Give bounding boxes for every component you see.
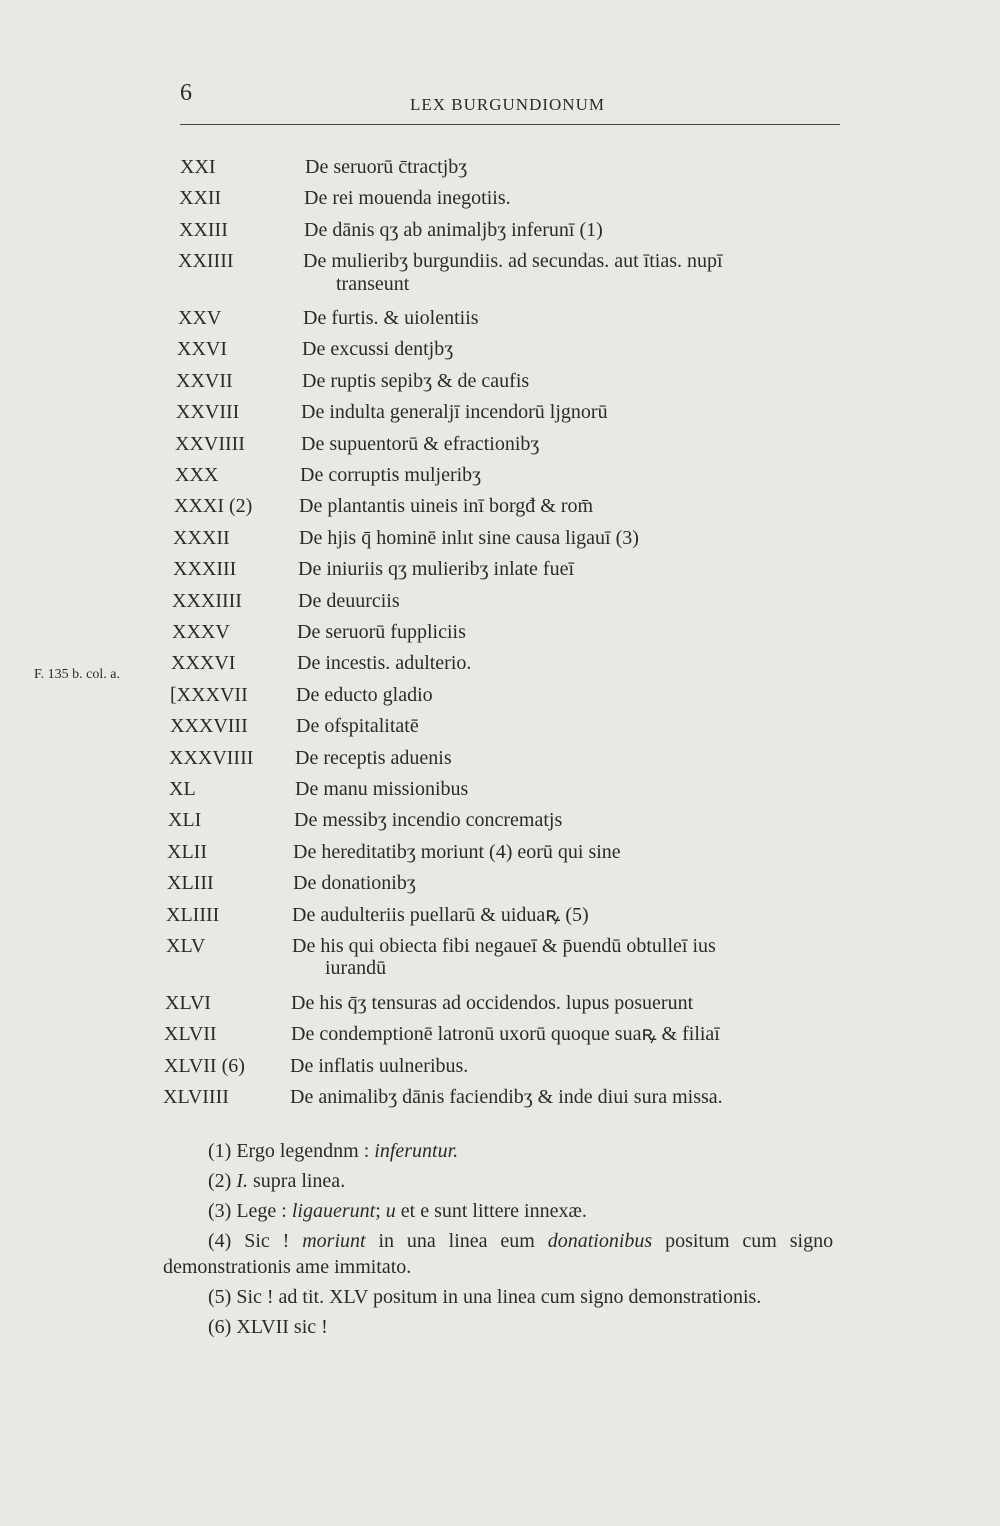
toc-title: De corruptis muljeribʒ [300,464,482,486]
toc-title-continuation: iurandū [325,957,387,980]
toc-title: De animalibʒ dānis faciendibʒ & inde diui sura missa. [290,1086,723,1108]
footnote-text: XLVII sic ! [236,1316,328,1338]
toc-title: De seruorū c̄tractjbʒ [305,156,468,178]
footnote-mark: (3) [208,1200,232,1222]
toc-number: XXVI [177,338,227,361]
toc-title: De his q̄ʒ tensuras ad occidendos. lupus posuerunt [291,991,694,1014]
toc-number: XLVII (6) [164,1054,245,1077]
toc-title: De donationibʒ [293,872,416,895]
toc-number: XLIII [167,872,214,895]
footnote-text: in una linea eum [378,1230,535,1252]
footnote-italic: donationibus [547,1230,653,1252]
toc-title: De inflatis uulneribus. [290,1054,469,1077]
toc-number: XXXI (2) [174,495,253,518]
toc-number: XXXVI [171,652,236,675]
footnote-italic: ligauerunt [291,1200,376,1222]
toc-title: De furtis. & uiolentiis [303,307,479,329]
toc-number: XXV [178,307,222,329]
toc-number: XXXVIII [170,715,248,738]
toc-number: XXX [175,464,219,486]
toc-title: De mulieribʒ burgundiis. ad secundas. aut ītias. nupī [303,250,723,273]
toc-number: XLVI [165,991,211,1014]
toc-number: XLVIIII [163,1086,229,1108]
toc-number: XL [169,778,196,800]
toc-number: XXII [179,187,222,210]
footnote [163,1314,833,1340]
footnote-text: ; [375,1200,386,1222]
toc-title: De iniuriis qʒ mulieribʒ inlate fueī [298,558,575,581]
toc-number: XXXIIII [172,589,242,612]
toc-title: De messibʒ incendio concrematjs [294,809,563,832]
footnote-mark: (2) [208,1170,232,1192]
toc-number: XLIIII [166,903,220,926]
toc-title: De plantantis uineis inī borgđ & rom̄ [299,495,594,518]
footnote [163,1138,833,1164]
footnote-italic: moriunt [302,1230,366,1252]
toc-title: De indulta generaljī incendorū ljgnorū [301,401,608,424]
running-head: LEX BURGUNDIONUM [410,95,605,114]
toc-title: De condemptionē latronū uxorū quoque suaꝶ & filiaī [291,1023,720,1046]
footnote [163,1198,833,1224]
toc-title: De excussi dentjbʒ [302,338,454,361]
header-rule [180,124,840,125]
toc-number: XXVIIII [175,432,245,455]
toc-title: De deuurciis [298,589,400,612]
footnote-mark: (5) [208,1286,232,1308]
toc-title: De hereditatibʒ moriunt (4) eorū qui sine [293,840,621,863]
toc-title: De incestis. adulterio. [297,652,472,675]
toc-title: De audulteriis puellarū & uiduaꝶ (5) [292,903,589,926]
footnote-italic: inferuntur. [374,1140,459,1162]
footnote-italic: u [385,1200,396,1222]
toc-title: De his qui obiecta fibi negaueī & p̄uendū obtulleī ius [292,935,716,957]
toc-number: XLV [166,935,206,957]
toc-number: XXVII [176,369,233,392]
toc-number: XXIII [179,218,228,241]
footnote-text: Lege : [236,1200,287,1222]
toc-title: De hjis q̄ hominē inlıt sine causa ligauī (3) [299,526,639,549]
toc-number: XXXVIIII [169,746,254,769]
toc-number: XXXIII [173,558,237,581]
toc-number: XXXV [172,621,230,643]
toc-number: XXIIII [178,250,234,273]
footnote-mark: (1) [208,1140,232,1162]
toc-number: XXVIII [176,401,240,424]
toc-title: De ofspitalitatē [296,715,419,738]
toc-title: De rei mouenda inegotiis. [304,187,511,210]
toc-title: De manu missionibus [295,778,469,800]
footnote-text: Sic ! [244,1230,290,1252]
footnote [163,1168,833,1194]
margin-note: F. 135 b. col. a. [34,667,120,682]
toc-number: XXXII [173,526,230,549]
page-number: 6 [180,80,192,106]
footnote-text: supra linea. [253,1170,346,1192]
toc-number: XLI [168,809,202,832]
footnote-text: positum cum signo demonstrationis ame immitato. [163,1230,834,1278]
toc-number: XXI [180,156,216,178]
toc-title: De receptis aduenis [295,746,452,769]
footnote [163,1284,833,1310]
footnote-text: Sic ! ad tit. XLV positum in una linea cum signo demonstrationis. [236,1286,762,1308]
toc-title: De ruptis sepibʒ & de caufis [302,369,530,392]
toc-title: De dānis qʒ ab animaljbʒ inferunī (1) [304,218,603,241]
footnote [163,1228,833,1280]
toc-number: [XXXVII [170,683,248,706]
toc-title: De seruorū fuppliciis [297,621,466,643]
toc-title: De educto gladio [296,683,433,706]
footnote-mark: (4) [208,1230,232,1252]
toc-title: De supuentorū & efractionibʒ [301,432,540,455]
footnotes [163,1138,833,1344]
footnote-mark: (6) [208,1316,232,1338]
footnote-text: Ergo legendnm : [236,1140,370,1162]
footnote-italic: I. [236,1170,248,1192]
toc-number: XLVII [164,1023,217,1046]
toc-title-continuation: transeunt [336,272,410,295]
footnote-text: et e sunt littere innexæ. [400,1200,587,1222]
toc-number: XLII [167,840,207,863]
